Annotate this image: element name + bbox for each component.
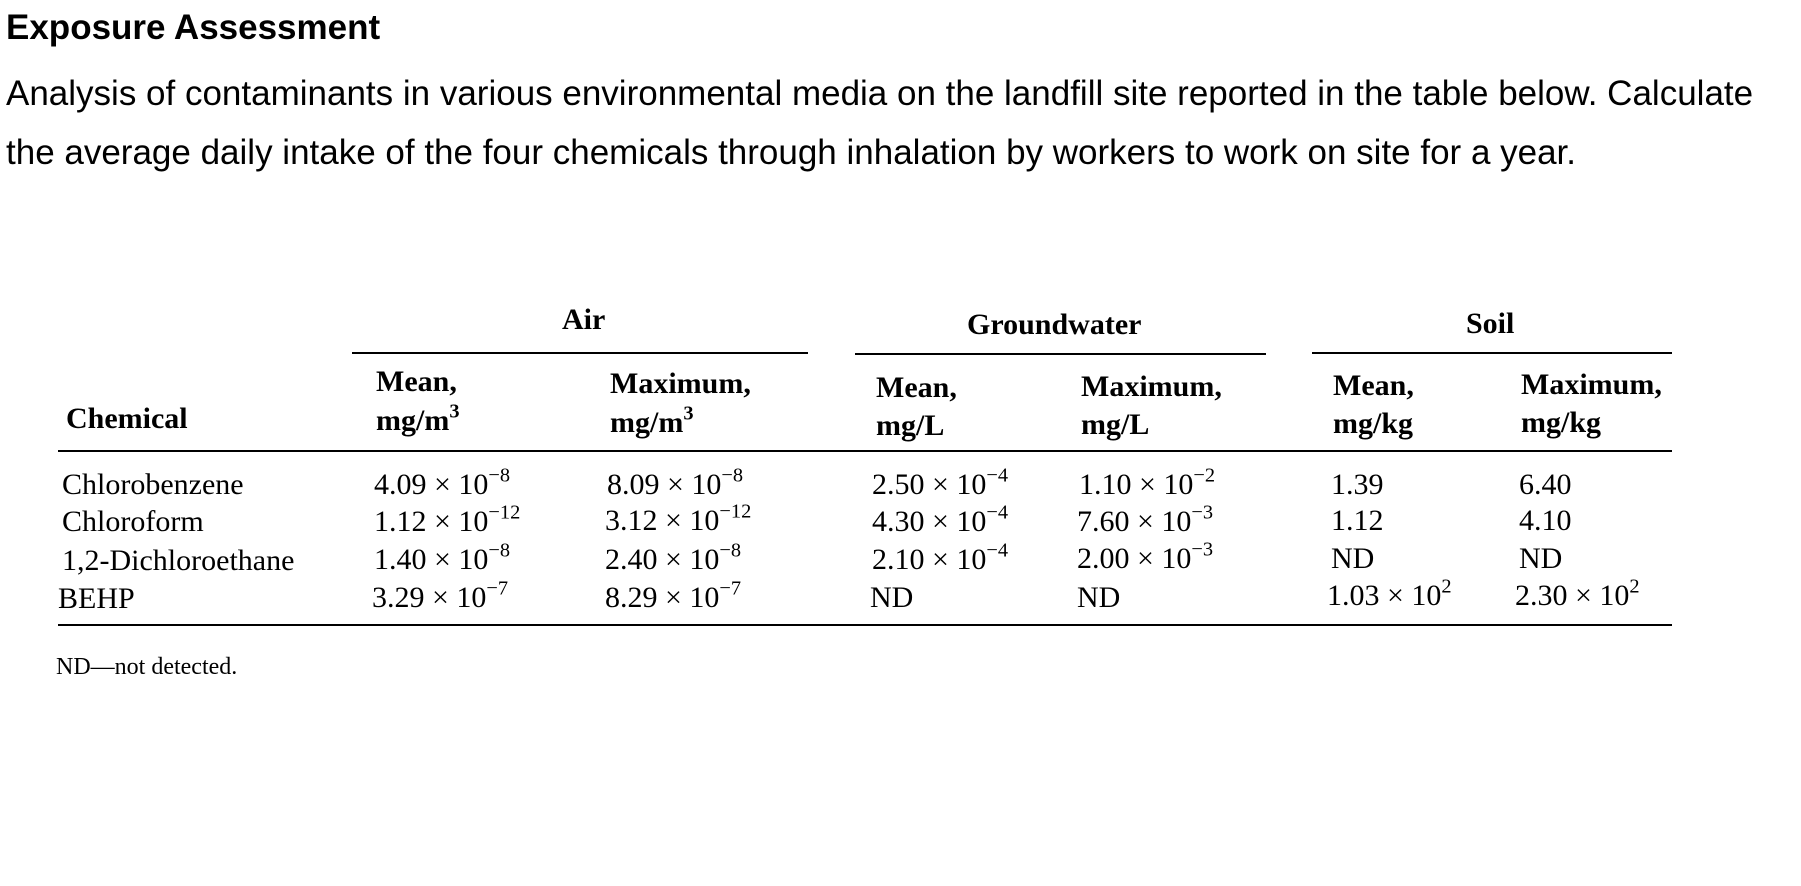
group-header-groundwater: Groundwater <box>967 308 1142 341</box>
table-cell: $1.12 \times 10^{-12}$ <box>374 501 521 538</box>
group-header-air: Air <box>562 303 606 336</box>
table-footnote: ND—not detected. <box>56 654 238 680</box>
table-cell: 1.39 <box>1331 468 1384 501</box>
table-cell: $3.29 \times 10^{-7}$ <box>372 577 509 614</box>
column-header-air-mean: Mean, <box>376 365 457 398</box>
table-cell: $7.60 \times 10^{-3}$ <box>1077 501 1214 538</box>
table-cell: $3.12 \times 10^{-12}$ <box>605 500 752 537</box>
page-title: Exposure Assessment <box>6 8 381 47</box>
table-cell: $4.09 \times 10^{-8}$ <box>374 464 511 501</box>
group-header-soil: Soil <box>1466 307 1515 340</box>
column-header-gw-max: Maximum, <box>1081 370 1222 403</box>
table-cell: $8.29 \times 10^{-7}$ <box>605 577 742 614</box>
table-cell: ND <box>870 581 914 614</box>
table-cell: ND <box>1077 581 1121 614</box>
table-cell-chemical: Chlorobenzene <box>62 468 244 501</box>
column-unit-gw-max: mg/L <box>1081 408 1150 441</box>
column-unit-air-max: $mg/m^3$ <box>610 402 694 439</box>
table-cell: ND <box>1331 542 1375 575</box>
column-header-soil-mean: Mean, <box>1333 369 1414 402</box>
table-cell: $1.40 \times 10^{-8}$ <box>374 539 511 576</box>
table-cell: ND <box>1519 542 1563 575</box>
column-header-chemical: Chemical <box>66 402 188 435</box>
table-cell: $2.30 \times 10^2$ <box>1515 575 1640 612</box>
table-cell: $2.40 \times 10^{-8}$ <box>605 539 742 576</box>
group-rule-groundwater <box>855 353 1266 355</box>
table-cell: $1.03 \times 10^2$ <box>1327 575 1452 612</box>
table-bottom-rule <box>58 624 1672 626</box>
table-cell-chemical: 1,2-Dichloroethane <box>62 544 295 577</box>
table-cell: 1.12 <box>1331 504 1384 537</box>
column-unit-gw-mean: mg/L <box>876 409 945 442</box>
table-cell: $4.30 \times 10^{-4}$ <box>872 501 1009 538</box>
table-cell-chemical: BEHP <box>58 582 135 615</box>
column-header-soil-max: Maximum, <box>1521 368 1662 401</box>
table-cell-chemical: Chloroform <box>62 505 204 538</box>
table-cell: $2.00 \times 10^{-3}$ <box>1077 538 1214 575</box>
column-unit-soil-mean: mg/kg <box>1333 407 1414 440</box>
group-rule-soil <box>1312 352 1672 354</box>
table-cell: 4.10 <box>1519 504 1572 537</box>
table-cell: $8.09 \times 10^{-8}$ <box>607 464 744 501</box>
table-cell: $2.50 \times 10^{-4}$ <box>872 464 1009 501</box>
table-cell: $1.10 \times 10^{-2}$ <box>1079 464 1216 501</box>
table-cell: 6.40 <box>1519 468 1572 501</box>
column-header-air-max: Maximum, <box>610 367 751 400</box>
table-cell: $2.10 \times 10^{-4}$ <box>872 539 1009 576</box>
group-rule-air <box>352 352 808 354</box>
column-unit-air-mean: $mg/m^3$ <box>376 400 460 437</box>
column-header-gw-mean: Mean, <box>876 371 957 404</box>
header-rule <box>58 450 1672 452</box>
column-unit-soil-max: mg/kg <box>1521 406 1602 439</box>
question-text: Analysis of contaminants in various environmental media on the landfill site reported in the table below. Calculate the average daily intake of the four chemicals through inhalation by workers to work on site for a year. <box>6 74 1754 172</box>
